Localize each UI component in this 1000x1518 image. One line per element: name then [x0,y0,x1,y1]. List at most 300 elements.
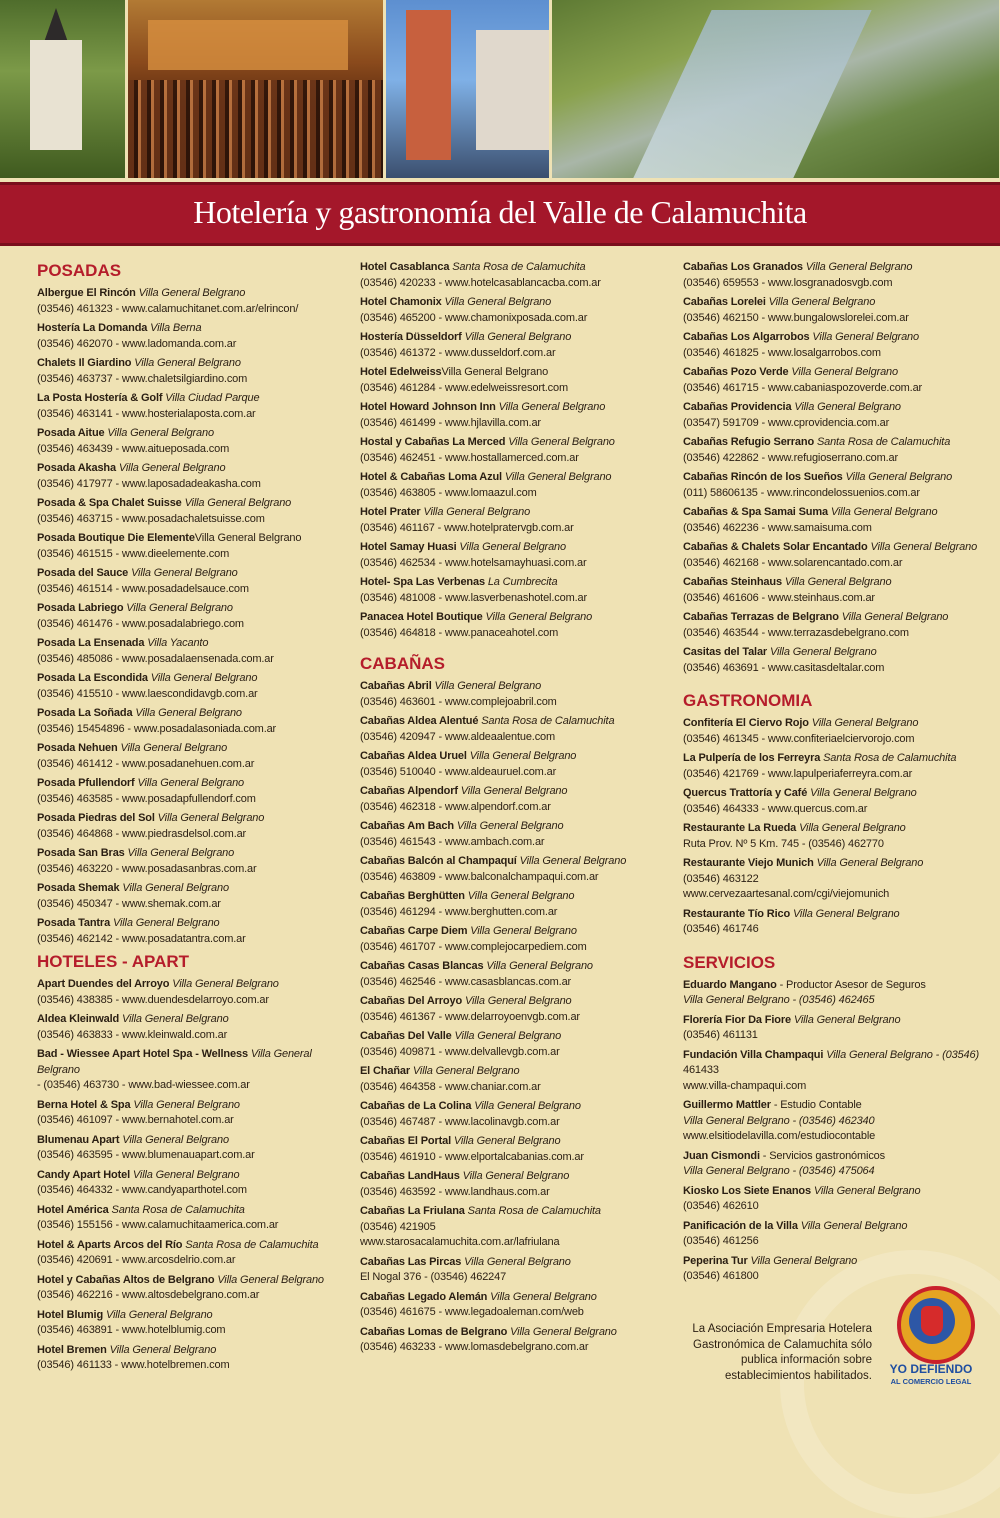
list-item [360,260,660,291]
entry-contact: (03546) 417977 - www.laposadadeakasha.com [37,477,261,490]
entry-contact: (03546) 462236 - www.samaisuma.com [683,521,872,534]
entry-name: Cabañas Las Pircas [360,1255,462,1268]
entry-location: Santa Rosa de Calamuchita [452,261,586,273]
entry-location: Villa General Belgrano [870,541,978,553]
entry-website: www.starosacalamuchita.com.ar/lafriulana [360,1236,560,1248]
entry-name: Cabañas La Friulana [360,1205,465,1217]
entry-location: Villa General Belgrano [841,611,949,623]
accordion-player-photo [386,0,549,178]
entry-location: Villa General Belgrano [467,890,575,902]
entry-name: Panacea Hotel Boutique [360,611,483,623]
list-item [683,978,983,1009]
gastronomia-list [683,716,983,938]
photo-strip [0,0,1000,182]
entry-contact: (03546) 463809 - www.balconalchampaqui.com.ar [360,870,599,883]
entry-contact: (03546) 464868 - www.piedrasdelsol.com.ar [37,827,247,840]
entry-location: Villa General Belgrano [107,427,214,439]
servicios-list [683,978,983,1285]
entry-contact: (03546) 461910 - www.elportalcabanias.com.ar [360,1150,584,1163]
entry-contact: (03546) 421769 - www.lapulperiaferreyra.com.ar [683,767,913,780]
entry-location: Villa General Belgrano [799,822,906,834]
entry-contact: (03546) 461372 - www.dusseldorf.com.ar [360,346,556,359]
entry-name: Cabañas Refugio Serrano [683,436,815,448]
entry-name: Cabañas & Spa Samai Suma [683,506,828,518]
entry-name: Cabañas Providencia [683,401,792,413]
entry-contact: (03546) 15454896 - www.posadalasoniada.com.ar [37,722,277,735]
entry-location: Villa General Belgrano [423,506,531,518]
entry-name: Hostería Düsseldorf [360,331,462,343]
list-item [37,1012,337,1043]
list-item [683,610,983,641]
entry-location: Villa General Belgrano [794,401,901,413]
entry-location: Villa General Belgrano [118,462,226,474]
entry-name: Bad - Wiessee Apart Hotel Spa - Wellness [37,1048,248,1060]
entry-location: Villa General Belgrano [485,611,593,623]
entry-name: Hotel- Spa Las Verbenas [360,576,485,588]
entry-contact: (03546) 450347 - www.shemak.com.ar [37,897,221,910]
list-item [360,1290,660,1321]
entry-contact: (03546) 461800 [683,1270,759,1282]
entry-location: Villa General Belgrano [456,820,564,832]
cabanas-list-3 [683,260,983,676]
entry-name: Cabañas Aldea Uruel [360,750,467,762]
hoteles-list-1 [37,977,337,1374]
entry-contact: (03546) 420233 - www.hotelcasablancacba.com.ar [360,276,601,289]
entry-location: Villa General Belgrano [845,471,953,483]
entry-location: Villa General Belgrano [793,1013,901,1026]
entry-location: Villa Yacanto [147,637,209,649]
list-item [37,1238,337,1269]
section-heading-hoteles: HOTELES - APART [37,952,190,971]
entry-contact: (03546) 462546 - www.casasblancas.com.ar [360,975,572,988]
entry-website: www.cervezaartesanal.com/cgi/viejomunich [683,888,890,900]
list-item [37,1133,337,1164]
list-item [683,1013,983,1044]
list-item [683,575,983,606]
entry-location: Santa Rosa de Calamuchita [467,1205,601,1217]
entry-name: Cabañas Am Bach [360,820,454,832]
entry-name: Restaurante Tío Rico [683,907,791,920]
entry-name: Cabañas de La Colina [360,1100,472,1112]
entry-name: Hostería La Domanda [37,322,148,334]
entry-name: Posada La Ensenada [37,637,145,649]
list-item [37,636,337,667]
entry-contact: (03546) 462318 - www.alpendorf.com.ar [360,800,551,813]
entry-contact: (03546) 463122 [683,872,759,885]
entry-contact: (03546) 461715 - www.cabaniaspozoverde.com.ar [683,381,923,394]
list-item [683,435,983,466]
entry-name: Hotel Edelweiss [360,366,442,378]
list-item [360,1169,660,1200]
list-item [37,1098,337,1129]
entry-location: Villa General Belgrano [464,995,572,1007]
list-item [37,601,337,632]
entry-name: Hotel Howard Johnson Inn [360,401,496,413]
entry-location: Villa General Belgrano [122,882,229,894]
entry-name: Restaurante La Rueda [683,822,797,834]
entry-location: Villa General Belgrano [805,261,913,273]
entry-contact: (03546) 481008 - www.lasverbenashotel.com.ar [360,591,587,604]
entry-location: Villa General Belgrano [490,1290,597,1303]
entry-contact: (03546) 510040 - www.aldeauruel.com.ar [360,765,557,778]
entry-name: Cabañas Berghütten [360,890,465,902]
list-item [360,679,660,710]
entry-contact: (03546) 463891 - www.hotelblumig.com [37,1324,226,1336]
entry-name: El Chañar [360,1065,410,1077]
entry-location: Villa General Belgrano [800,1219,908,1232]
entry-name: Cabañas Los Granados [683,261,803,273]
entry-contact: (03546) 461514 - www.posadadelsauce.com [37,582,249,595]
entry-name: Restaurante Viejo Munich [683,857,814,869]
entry-contact: Villa General Belgrano - (03546) 462465 [683,994,875,1006]
entry-name: Kiosko Los Siete Enanos [683,1184,811,1197]
entry-name: Hotel Chamonix [360,296,442,308]
entry-contact: (03546) 463233 - www.lomasdebelgrano.com.ar [360,1341,589,1353]
entry-location: Villa General Belgrano [133,1098,240,1111]
hoteles-list-2 [360,260,660,641]
list-item [683,260,983,291]
entry-name: Casitas del Talar [683,646,768,658]
entry-name: Hotel & Aparts Arcos del Río [37,1238,183,1251]
list-item [683,1219,983,1250]
entry-name: Hotel y Cabañas Altos de Belgrano [37,1273,215,1286]
entry-contact: (03546) 461746 [683,923,759,935]
entry-location: Villa General Belgrano [768,296,876,308]
entry-contact: (03546) 659553 - www.losgranadosvgb.com [683,276,893,289]
entry-name: Posada Nehuen [37,742,118,754]
entry-location: Villa General Belgrano [172,978,279,990]
list-item [360,854,660,885]
entry-location: Villa General Belgrano [122,1133,229,1146]
entry-location: Santa Rosa de Calamuchita [816,436,951,448]
list-item [683,505,983,536]
entry-name: Posada Boutique Die Elemente [37,532,195,544]
entry-name: Juan Cismondi [683,1149,760,1162]
list-item [37,566,337,597]
entry-contact: (03546) 463220 - www.posadasanbras.com.ar [37,862,257,875]
list-item [360,1204,660,1251]
entry-contact: Ruta Prov. Nº 5 Km. 745 - (03546) 462770 [683,837,884,850]
list-item [683,1048,983,1095]
list-item [360,1064,660,1095]
list-item [360,610,660,641]
entry-contact: (03546) 463592 - www.landhaus.com.ar [360,1185,550,1198]
entry-name: Cabañas Casas Blancas [360,960,484,972]
entry-contact: (03546) 420947 - www.aldeaalentue.com [360,730,556,743]
entry-contact: (03546) 409871 - www.delvallevgb.com.ar [360,1045,560,1058]
entry-contact: Villa General Belgrano - (03546) 462340 [683,1114,875,1127]
list-item [360,1029,660,1060]
entry-location: Villa General Belgrano [150,672,258,684]
entry-contact: (03546) 461294 - www.berghutten.com.ar [360,905,558,918]
entry-name: Cabañas Steinhaus [683,576,782,588]
entry-name: La Pulpería de los Ferreyra [683,752,821,764]
entry-name: Hotel Prater [360,506,421,518]
entry-description: Villa General Belgrano [441,366,549,378]
entry-contact: (03546) 463439 - www.aitueposada.com [37,442,230,455]
entry-name: Peperina Tur [683,1254,748,1267]
entry-location: Villa Ciudad Parque [165,392,260,404]
list-item [683,1149,983,1180]
entry-location: Villa General Belgrano [792,907,900,920]
entry-contact: (03546) 464818 - www.panaceahotel.com [360,626,559,639]
entry-name: Posada San Bras [37,847,125,859]
entry-name: Cabañas Legado Alemán [360,1290,488,1303]
list-item [360,295,660,326]
entry-contact: (03546) 461345 - www.confiteriaelciervorojo.com [683,732,915,745]
entry-contact: (03546) 463737 - www.chaletsilgiardino.com [37,372,248,385]
list-item [37,321,337,352]
entry-location: Villa Berna [150,322,202,334]
list-item [37,496,337,527]
column-2 [360,260,660,1360]
entry-location: Villa General Belgrano [519,855,627,867]
entry-location: Villa General Belgrano [464,1255,571,1268]
entry-contact: El Nogal 376 - (03546) 462247 [360,1271,507,1283]
list-item [360,330,660,361]
entry-location: Villa General Belgrano [460,785,568,797]
entry-website: www.villa-champaqui.com [683,1079,807,1092]
list-item [37,1168,337,1199]
list-item [360,1325,660,1356]
list-item [37,706,337,737]
section-heading-gastronomia: GASTRONOMIA [683,691,813,710]
list-item [37,671,337,702]
list-item [37,1343,337,1374]
entry-location: Villa General Belgrano [816,857,924,869]
page-title: Hotelería y gastronomía del Valle de Calamuchita [193,194,807,230]
entry-name: Quercus Trattoría y Café [683,787,808,799]
entry-location: Villa General Belgrano [109,1343,217,1356]
entry-location: Villa General Belgrano [453,1135,561,1147]
entry-description: - Servicios gastronómicos [759,1149,885,1162]
list-item [683,330,983,361]
entry-location: Villa General Belgrano [412,1065,520,1077]
entry-location: Santa Rosa de Calamuchita [111,1203,245,1216]
entry-contact: (03546) 438385 - www.duendesdelarroyo.com.ar [37,993,269,1006]
list-item [683,821,983,852]
entry-contact: (03546) 461256 [683,1235,759,1247]
river-photo [552,0,999,178]
list-item [683,295,983,326]
entry-contact: (011) 58606135 - www.rincondelossuenios.com.ar [683,486,920,499]
entry-name: Cabañas Del Arroyo [360,995,463,1007]
entry-location: Villa General Belgrano [184,497,292,509]
list-item [37,977,337,1008]
list-item [360,714,660,745]
entry-location: Villa General Belgrano [474,1100,581,1112]
entry-name: Apart Duendes del Arroyo [37,978,170,990]
chapel-photo [0,0,125,178]
entry-contact: (03546) 461323 - www.calamuchitanet.com.ar/elrincon/ [37,302,299,315]
entry-name: Posada del Sauce [37,567,129,579]
entry-location: Villa General Belgrano [462,1170,570,1182]
entry-location: Villa General Belgrano [137,777,245,789]
entry-location: Villa General Belgrano [510,1325,617,1338]
entry-name: La Posta Hostería & Golf [37,392,163,404]
entry-location: Villa General Belgrano [157,812,265,824]
entry-contact: (03546) 461367 - www.delarroyoenvgb.com.ar [360,1010,580,1023]
entry-location: Villa General Belgrano [217,1273,324,1286]
entry-name: Posada Shemak [37,882,120,894]
entry-contact: Villa General Belgrano - (03546) 475064 [683,1165,875,1177]
entry-location: Villa General Belgrano [134,357,241,369]
list-item [360,889,660,920]
entry-name: Cabañas & Chalets Solar Encantado [683,541,868,553]
entry-name: Posada Akasha [37,462,116,474]
entry-contact: (03546) 485086 - www.posadalaensenada.com.ar [37,652,274,665]
entry-contact: (03546) 464332 - www.candyaparthotel.com [37,1184,247,1196]
entry-name: Guillermo Mattler [683,1099,771,1111]
list-item [360,505,660,536]
entry-contact: (03546) 421905 [360,1220,436,1233]
entry-name: Posada Labriego [37,602,124,614]
entry-location: Villa General Belgrano - (03546) [826,1048,979,1061]
entry-contact: (03546) 463833 - www.kleinwald.com.ar [37,1028,228,1041]
list-item [683,786,983,817]
list-item [37,741,337,772]
entry-location: Villa General Belgrano [131,567,238,579]
list-item [683,470,983,501]
entry-name: Cabañas LandHaus [360,1170,460,1182]
entry-location: Villa General Belgrano [811,717,919,729]
entry-location: Villa General Belgrano [135,707,242,719]
entry-contact: (03546) 461097 - www.bernahotel.com.ar [37,1114,234,1126]
footer-note: La Asociación Empresaria Hotelera Gastronómica de Calamuchita sólo publica información sobre establecimientos habilitados. [692,1323,872,1382]
entry-location: Villa General Belgrano [120,742,228,754]
list-item [37,461,337,492]
entry-name: Cabañas Rincón de los Sueños [683,471,843,483]
entry-contact: (03546) 463805 - www.lomaazul.com [360,486,537,499]
entry-name: Cabañas Pozo Verde [683,366,789,378]
entry-location: Villa General Belgrano [486,960,593,972]
entry-location: Villa General Belgrano [454,1030,562,1042]
entry-name: Eduardo Mangano [683,978,777,991]
badge-title: YO DEFIENDO [889,1362,973,1376]
festival-photo [128,0,383,178]
entry-location: Villa General Belgrano [459,541,566,553]
entry-contact: (03546) 463715 - www.posadachaletsuisse.com [37,512,265,525]
entry-name: Hostal y Cabañas La Merced [360,436,506,448]
entry-name: Blumenau Apart [37,1133,120,1146]
list-item [683,400,983,431]
entry-contact: (03546) 420691 - www.arcosdelrio.com.ar [37,1254,236,1266]
entry-name: Hotel Blumig [37,1308,104,1321]
list-item [683,1254,983,1285]
entry-name: Posada La Escondida [37,672,148,684]
entry-name: Cabañas Lomas de Belgrano [360,1325,508,1338]
entry-contact: (03546) 463585 - www.posadapfullendorf.com [37,792,256,805]
entry-location: Villa General Belgrano [127,847,235,859]
entry-contact: (03546) 465200 - www.chamonixposada.com.ar [360,311,588,324]
entry-location: Villa General Belgrano [122,1013,229,1025]
entry-contact: (03546) 464333 - www.quercus.com.ar [683,802,868,815]
entry-name: Cabañas Terrazas de Belgrano [683,611,839,623]
entry-contact: (03546) 463691 - www.casitasdeltalar.com [683,661,885,674]
entry-location: Santa Rosa de Calamuchita [823,752,957,764]
entry-contact: (03546) 415510 - www.laescondidavgb.com.ar [37,687,258,700]
entry-name: Posada Piedras del Sol [37,812,155,824]
list-item [37,776,337,807]
entry-location: Villa General Belgrano [813,1184,921,1197]
entry-contact: (03546) 463141 - www.hosterialaposta.com.ar [37,407,256,420]
entry-contact: (03546) 462610 [683,1200,759,1212]
entry-name: Cabañas Alpendorf [360,785,458,797]
entry-name: Hotel Bremen [37,1343,107,1356]
entry-description: Villa General Belgrano [194,532,302,544]
entry-name: Hotel & Cabañas Loma Azul [360,471,502,483]
list-item [37,881,337,912]
entry-location: Villa General Belgrano [769,646,877,658]
list-item [360,575,660,606]
entry-location: Villa General Belgrano [810,787,917,799]
entry-contact: 461433 [683,1064,719,1076]
list-item [37,846,337,877]
stop-hand-icon [921,1306,943,1336]
entry-name: Cabañas Abril [360,680,432,692]
posadas-list [37,286,337,947]
list-item [37,391,337,422]
entry-name: Cabañas Balcón al Champaquí [360,855,517,867]
entry-name: Cabañas Los Algarrobos [683,331,810,343]
entry-location: Villa General Belgrano [508,436,615,448]
entry-contact: (03546) 461476 - www.posadalabriego.com [37,617,244,630]
list-item [360,1134,660,1165]
entry-location: Villa General Belgrano [498,401,606,413]
entry-contact: (03546) 461675 - www.legadoaleman.com/web [360,1306,584,1318]
entry-contact: (03546) 462142 - www.posadatantra.com.ar [37,932,246,945]
entry-location: Villa General Belgrano [112,917,220,929]
entry-location: Villa General Belgrano [444,296,552,308]
entry-name: Chalets Il Giardino [37,357,132,369]
entry-description: - Estudio Contable [770,1099,862,1111]
list-item [360,470,660,501]
list-item [37,1273,337,1304]
list-item [37,916,337,947]
entry-contact: (03546) 461707 - www.complejocarpediem.com [360,940,587,953]
entry-name: Fundación Villa Champaqui [683,1048,824,1061]
cabanas-list-2 [360,679,660,1356]
entry-contact: (03546) 462168 - www.solarencantado.com.ar [683,556,903,569]
list-item [360,784,660,815]
legal-commerce-badge [875,1282,985,1392]
entry-description: - Productor Asesor de Seguros [776,978,926,991]
list-item [360,959,660,990]
list-item [683,540,983,571]
entry-location: Villa General Belgrano [138,287,246,299]
entry-name: Cabañas El Portal [360,1135,451,1147]
entry-location: Santa Rosa de Calamuchita [185,1238,319,1251]
entry-location: Villa General Belgrano [470,925,577,937]
entry-location: Villa General Belgrano [434,680,542,692]
list-item [683,645,983,676]
list-item [37,356,337,387]
entry-contact: (03546) 462150 - www.bungalowslorelei.com.ar [683,311,909,324]
title-banner [0,182,1000,246]
entry-name: Candy Apart Hotel [37,1168,130,1181]
list-item [37,811,337,842]
list-item [37,426,337,457]
list-item [360,749,660,780]
entry-location: Villa General Belgrano [105,1308,213,1321]
list-item [683,1098,983,1145]
list-item [37,1203,337,1234]
entry-contact: (03546) 461606 - www.steinhaus.com.ar [683,591,875,604]
entry-location: Villa General Belgrano [464,331,572,343]
section-heading-servicios: SERVICIOS [683,952,776,972]
entry-location: Villa General Belgrano [791,366,898,378]
column-3 [683,260,983,1289]
